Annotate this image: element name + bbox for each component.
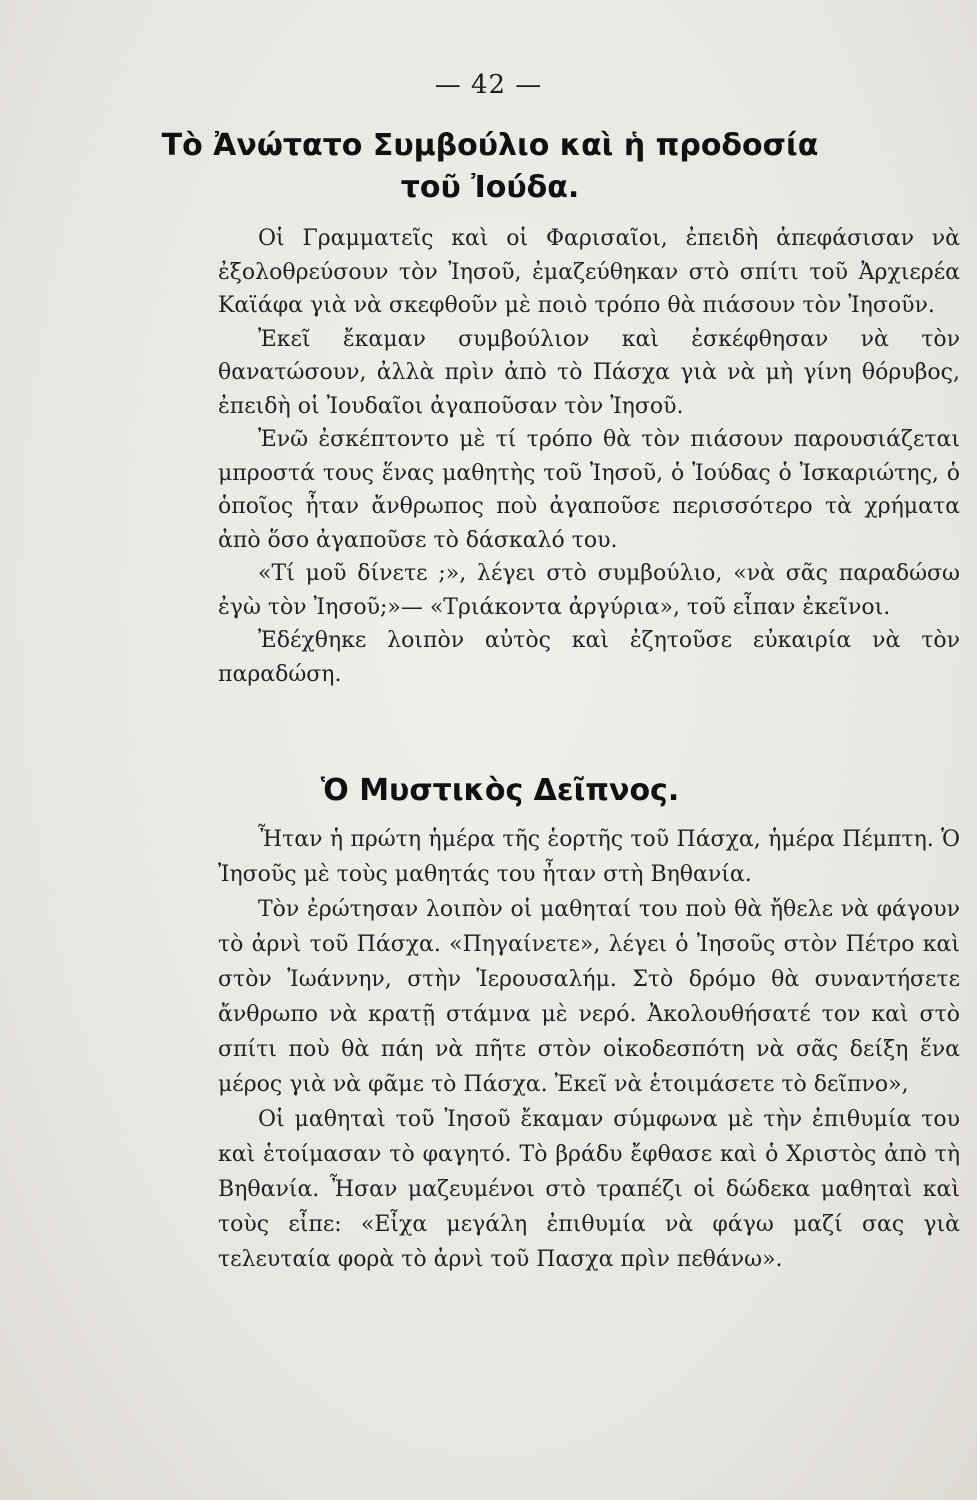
paragraph: Ἐδέχθηκε λοιπὸν αὐτὸς καὶ ἐζητοῦσε εὐκαιρία νὰ τὸν παραδώση.	[218, 628, 960, 687]
page-number: — 42 —	[434, 70, 543, 100]
paragraph: Τὸν ἐρώτησαν λοιπὸν οἱ μαθηταί του ποὺ θὰ ἤθελε νὰ φάγουν τὸ ἀρνὶ τοῦ Πάσχα. «Πηγαίνετε», λέγει ὁ Ἰησοῦς στὸν Πέτρο καὶ στὸν Ἰωάννην, στὴν Ἱερουσαλήμ. Στὸ δρόμο θὰ συναντήσετε ἄνθρωπο νὰ κρατῇ στάμνα μὲ νερό. Ἀκολουθήσατέ τον καὶ στὸ σπίτι ποὺ θὰ πάη νὰ πῆτε στὸν οἰκοδεσπότη νὰ σᾶς δείξη ἕνα μέρος γιὰ νὰ φᾶμε τὸ Πάσχα. Ἐκεῖ νὰ ἑτοιμάσετε τὸ δεῖπνο»,	[218, 897, 960, 1097]
section-title-sanhedrin	[150, 125, 830, 209]
section-title-last-supper	[260, 770, 740, 812]
section-body-last-supper	[218, 822, 960, 1277]
paragraph: Ἐκεῖ ἔκαμαν συμβούλιον καὶ ἐσκέφθησαν νὰ τὸν θανατώσουν, ἀλλὰ πρὶν ἀπὸ τὸ Πάσχα γιὰ νὰ μὴ γίνη θόρυβος, ἐπειδὴ οἱ Ἰουδαῖοι ἀγαποῦσαν τὸν Ἰησοῦ.	[218, 326, 960, 419]
paragraph: «Τί μοῦ δίνετε ;», λέγει στὸ συμβούλιο, «νὰ σᾶς παραδώσω ἐγὼ τὸν Ἰησοῦ;»— «Τριάκοντα ἀργύρια», τοῦ εἶπαν ἐκεῖνοι.	[218, 561, 960, 620]
paragraph: Ἐνῶ ἐσκέπτοντο μὲ τί τρόπο θὰ τὸν πιάσουν παρουσιάζεται μπροστά τους ἕνας μαθητὴς τοῦ Ἰησοῦ, ὁ Ἰούδας ὁ Ἰσκαριώτης, ὁ ὁποῖος ἦταν ἄνθρωπος ποὺ ἀγαποῦσε περισσότερο τὰ χρήματα ἀπὸ ὅσο ἀγαποῦσε τὸ δάσκαλό του.	[218, 427, 960, 553]
paragraph: Οἱ μαθηταὶ τοῦ Ἰησοῦ ἔκαμαν σύμφωνα μὲ τὴν ἐπιθυμία του καὶ ἑτοίμασαν τὸ φαγητό. Τὸ βράδυ ἔφθασε καὶ ὁ Χριστὸς ἀπὸ τὴ Βηθανία. Ἦσαν μαζευμένοι στὸ τραπέζι οἱ δώδεκα μαθηταὶ καὶ τοὺς εἶπε: «Εἶχα μεγάλη ἐπιθυμία νὰ φάγω μαζί σας γιὰ τελευταία φορὰ τὸ ἀρνὶ τοῦ Πασχα πρὶν πεθάνω».	[218, 1107, 960, 1272]
section-title-line-2: τοῦ Ἰούδα.	[400, 170, 580, 205]
section-title-line-1: Τὸ Ἀνώτατο Συμβούλιο καὶ ἡ προδοσία	[161, 128, 819, 163]
paragraph: Ἦταν ἡ πρώτη ἡμέρα τῆς ἑορτῆς τοῦ Πάσχα, ἡμέρα Πέμπτη. Ὁ Ἰησοῦς μὲ τοὺς μαθητάς του ἦταν στὴ Βηθανία.	[218, 827, 960, 887]
section-body-sanhedrin	[218, 222, 960, 691]
section-title-line-1: Ὁ Μυστικὸς Δεῖπνος.	[320, 773, 680, 808]
paragraph: Οἱ Γραμματεῖς καὶ οἱ Φαρισαῖοι, ἐπειδὴ ἀπεφάσισαν νὰ ἐξολοθρεύσουν τὸν Ἰησοῦ, ἐμαζεύθηκαν στὸ σπίτι τοῦ Ἀρχιερέα Καϊάφα γιὰ νὰ σκεφθοῦν μὲ ποιὸ τρόπο θὰ πιάσουν τὸν Ἰησοῦν.	[218, 226, 960, 318]
